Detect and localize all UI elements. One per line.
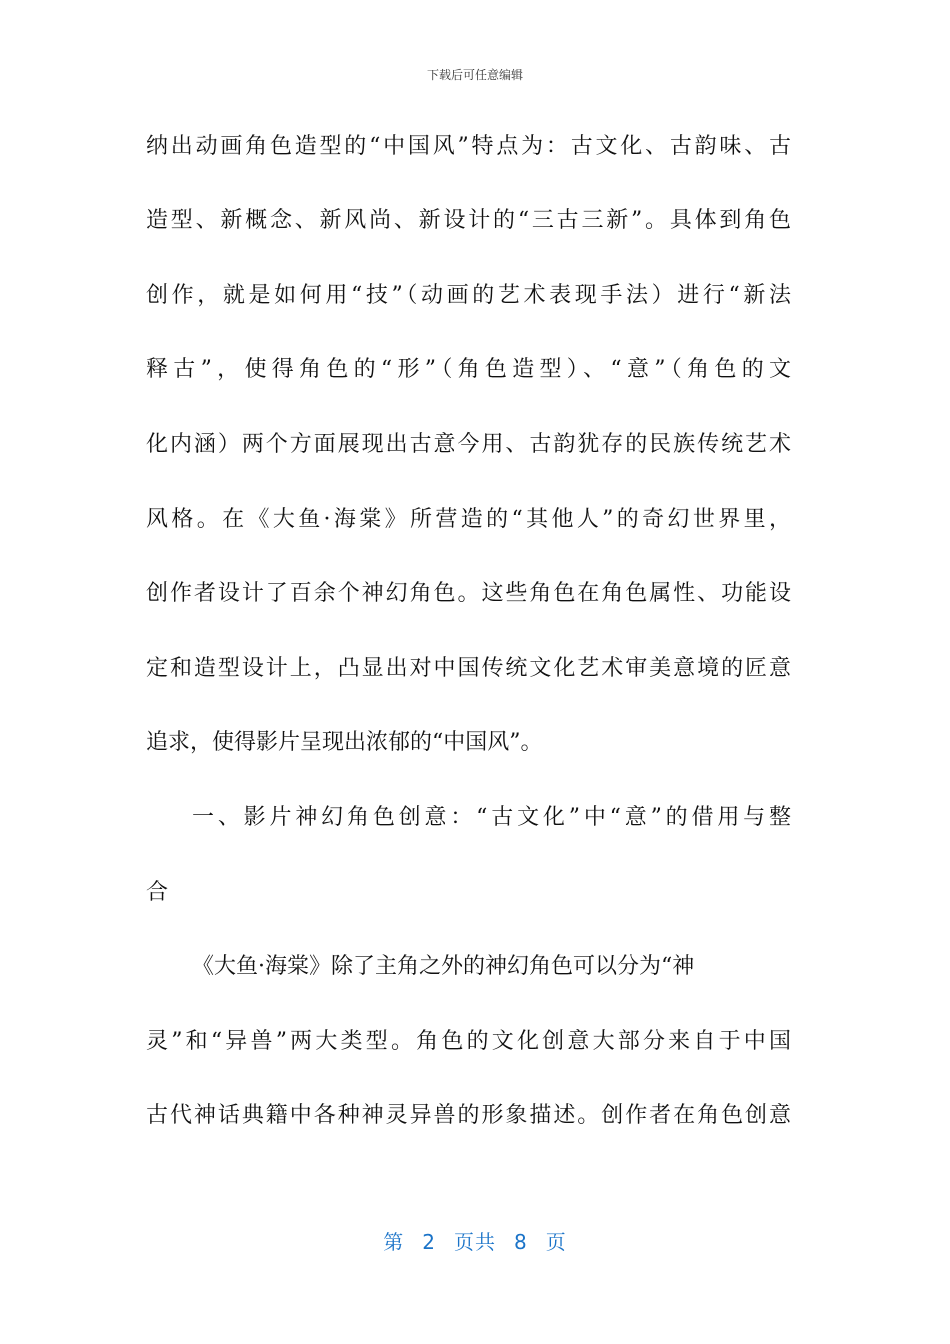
footer-mid: 页共 xyxy=(454,1230,496,1254)
current-page-number: 2 xyxy=(422,1230,436,1254)
page-footer xyxy=(0,1226,950,1255)
text-line: 化内涵）两个方面展现出古意今用、古韵犹存的民族传统艺术 xyxy=(146,432,791,457)
page-header-note: 下载后可任意编辑 xyxy=(426,68,523,82)
text-line: 释古”，使得角色的“形”（角色造型）、“意”（角色的文 xyxy=(146,357,791,382)
section-heading-line: 一、影片神幻角色创意：“古文化”中“意”的借用与整 xyxy=(192,805,791,830)
footer-prefix: 第 xyxy=(383,1230,405,1254)
text-line: 追求，使得影片呈现出浓郁的“中国风”。 xyxy=(146,730,543,755)
text-line: 定和造型设计上，凸显出对中国传统文化艺术审美意境的匠意 xyxy=(146,656,791,681)
text-line: 创作者设计了百余个神幻角色。这些角色在角色属性、功能设 xyxy=(146,581,791,606)
text-line: 纳出动画角色造型的“中国风”特点为：古文化、古韵味、古 xyxy=(146,134,791,159)
footer-suffix: 页 xyxy=(545,1230,567,1254)
text-line: 古代神话典籍中各种神灵异兽的形象描述。创作者在角色创意 xyxy=(146,1103,791,1128)
text-line: 造型、新概念、新风尚、新设计的“三古三新”。具体到角色 xyxy=(146,208,791,233)
text-line: 风格。在《大鱼·海棠》所营造的“其他人”的奇幻世界里， xyxy=(146,507,791,532)
text-line: 创作，就是如何用“技”（动画的艺术表现手法）进行“新法 xyxy=(146,283,791,308)
text-line: 《大鱼·海棠》除了主角之外的神幻角色可以分为“神 xyxy=(192,954,695,979)
text-line: 灵”和“异兽”两大类型。角色的文化创意大部分来自于中国 xyxy=(146,1029,791,1054)
section-heading-line: 合 xyxy=(146,880,169,905)
total-pages-number: 8 xyxy=(514,1230,528,1254)
